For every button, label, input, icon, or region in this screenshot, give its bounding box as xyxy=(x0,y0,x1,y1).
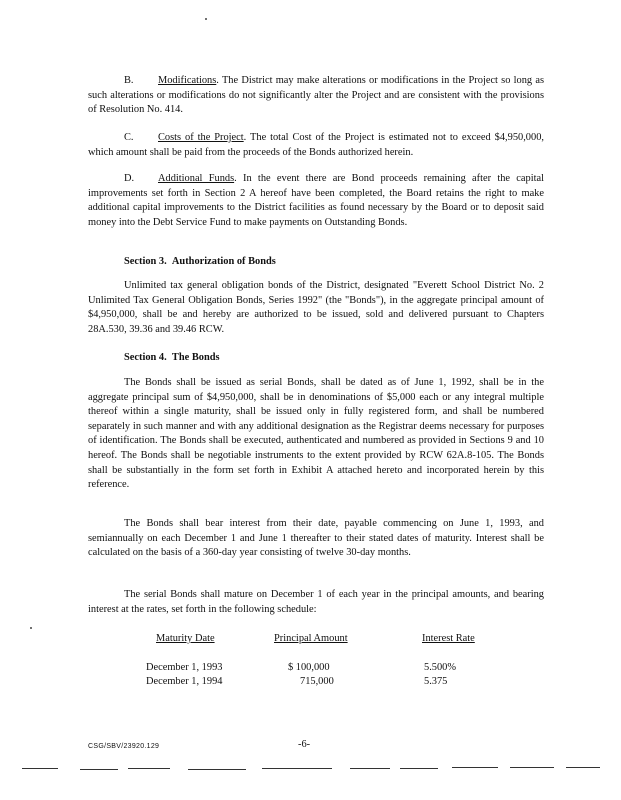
paragraph-title: Modifications xyxy=(158,75,217,86)
section-title: Authorization of Bonds xyxy=(171,256,276,267)
scan-artifact-line xyxy=(188,769,246,770)
maturity-date-cell: December 1, 1993 xyxy=(146,662,223,673)
column-header-interest-rate: Interest Rate xyxy=(422,633,475,644)
section-4-heading xyxy=(124,351,220,366)
section-3-heading xyxy=(124,255,276,270)
paragraph-body: In the event there are Bond proceeds remaining after the capital improvements set forth in Section 2 A hereof have been completed, the Board retains the right to make additional capital improvements to the District facilities as found necessary by the Board or to deposit said money into the Debt Service Fund to make payments on Outstanding Bonds. xyxy=(88,173,544,228)
interest-rate-cell: 5.375 xyxy=(424,676,448,687)
maturity-schedule-table xyxy=(88,628,544,692)
scan-artifact-line xyxy=(128,768,170,769)
section-number: Section 4. xyxy=(124,352,167,363)
maturity-date-cell: December 1, 1994 xyxy=(146,676,223,687)
paragraph-letter: B. xyxy=(124,75,134,86)
section-4-body-1: The Bonds shall be issued as serial Bonds, shall be dated as of June 1, 1992, shall be in the aggregate principal sum of $4,950,000, shall be in denominations of $5,000 each or any integral multiple thereof within a single maturity, shall be issued only in fully registered form, and shall be numbered separately in such manner and with any additional designation as the Registrar deems necessary for purposes of identification. The Bonds shall be executed, authenticated and numbered as provided in Sections 9 and 10 hereof. The Bonds shall be negotiable instruments to the extent provided by RCW 62A.8-105. The Bonds shall be substantially in the form set forth in Exhibit A attached hereto and incorporated herein by this reference. xyxy=(88,377,544,491)
section-4-body-2: The Bonds shall bear interest from their date, payable commencing on June 1, 1993, and semiannually on each December 1 and June 1 thereafter to their stated dates of maturity. Interest shall be calculated on the basis of a 360-day year consisting of twelve 30-day months. xyxy=(88,518,544,559)
principal-amount-cell: $ 100,000 xyxy=(288,662,330,673)
paragraph-body: The total Cost of the Project is estimated not to exceed $4,950,000, which amount shall be paid from the proceeds of the Bonds authorized herein. xyxy=(88,132,544,158)
section-number: Section 3. xyxy=(124,256,167,267)
scan-artifact-line xyxy=(80,769,118,770)
document-id: CSG/SBV/23920.129 xyxy=(88,743,160,750)
paragraph-b-modifications: B. Modifications. The District may make alterations or modifications in the Project so long as such alterations or modifications do not significantly alter the Project and are consistent with the provisions of Resolution No. 414. xyxy=(88,75,544,116)
paragraph-letter: C. xyxy=(124,132,134,143)
scan-artifact-line xyxy=(566,767,600,768)
paragraph-title: Additional Funds xyxy=(158,173,235,184)
scan-artifact-line xyxy=(400,768,438,769)
section-3-body: Unlimited tax general obligation bonds of the District, designated "Everett School District No. 2 Unlimited Tax General Obligation Bonds, Series 1992" (the "Bonds"), in the aggregate principal amount of $4,950,000, shall be and hereby are authorized to be issued, sold and delivered pursuant to Chapters 28A.530, 39.36 and 39.46 RCW. xyxy=(88,280,544,335)
column-header-principal-amount: Principal Amount xyxy=(274,633,348,644)
table-row xyxy=(88,675,544,690)
paragraph-body: The District may make alterations or modifications in the Project so long as such alterations or modifications do not significantly alter the Project and are consistent with the provisions of Resolution No. 414. xyxy=(88,75,544,116)
section-title: The Bonds xyxy=(171,352,220,363)
scan-artifact-line xyxy=(350,768,390,769)
scan-artifact-line xyxy=(22,768,58,769)
page-number: -6- xyxy=(298,739,311,750)
column-header-maturity-date: Maturity Date xyxy=(156,633,215,644)
paragraph-d-additional-funds: D. Additional Funds. In the event there are Bond proceeds remaining after the capital improvements set forth in Section 2 A hereof have been completed, the Board retains the right to make additional capital improvements to the District facilities as found necessary by the Board or to deposit said money into the Debt Service Fund to make payments on Outstanding Bonds. xyxy=(88,173,544,228)
table-row xyxy=(88,661,544,676)
scan-speck xyxy=(205,18,207,20)
paragraph-letter: D. xyxy=(124,173,135,184)
section-4-body-3: The serial Bonds shall mature on December 1 of each year in the principal amounts, and bearing interest at the rates, set forth in the following schedule: xyxy=(88,589,544,615)
scan-artifact-line xyxy=(262,768,332,769)
paragraph-c-costs: C. Costs of the Project. The total Cost of the Project is estimated not to exceed $4,950,000, which amount shall be paid from the proceeds of the Bonds authorized herein. xyxy=(88,132,544,158)
interest-rate-cell: 5.500% xyxy=(424,662,457,673)
scan-artifact-line xyxy=(452,767,498,768)
principal-amount-cell: 715,000 xyxy=(300,676,334,687)
scan-speck xyxy=(30,627,32,629)
paragraph-title: Costs of the Project xyxy=(158,132,244,143)
scan-artifact-line xyxy=(510,767,554,768)
